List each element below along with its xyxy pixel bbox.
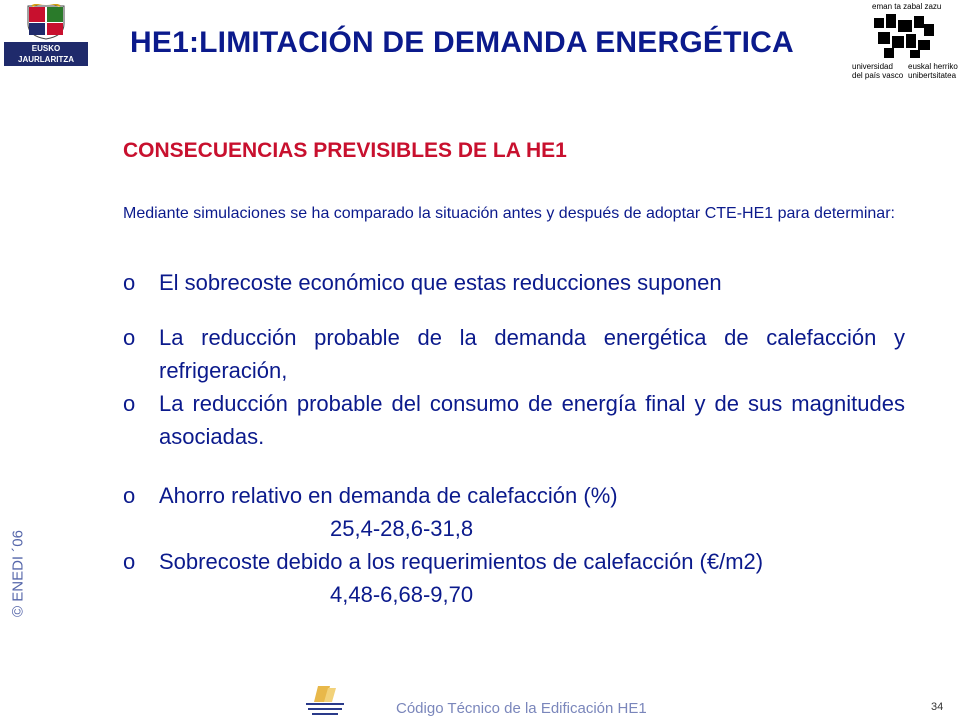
page-number: 34	[931, 701, 944, 713]
heating-savings-value: 25,4-28,6-31,8	[330, 516, 474, 541]
upv-ehu-logo	[852, 2, 958, 98]
bullet-item	[123, 321, 905, 387]
logo-right-left-line1: universidad	[852, 62, 893, 71]
bullet-marker: o	[123, 325, 136, 350]
upv-ehu-emblem-icon	[874, 14, 936, 60]
logo-left-line2: GOBIERNO VASCO	[9, 66, 83, 75]
bullet-list	[123, 266, 905, 611]
bullet-text: El sobrecoste económico que estas reducciones suponen	[159, 270, 722, 295]
section-subtitle: CONSECUENCIAS PREVISIBLES DE LA HE1	[123, 139, 567, 162]
cte-footer-logo-icon	[300, 684, 350, 718]
basque-government-logo	[4, 4, 88, 75]
bullet-text: La reducción probable del consumo de energía final y de sus magnitudes asociadas.	[159, 391, 905, 449]
bullet-item	[123, 545, 905, 578]
bullet-item	[123, 387, 905, 453]
logo-left-line1: EUSKO JAURLARITZA	[18, 44, 74, 64]
copyright-side-label: © ENEDI ´06	[9, 530, 27, 617]
logo-right-left-text	[852, 62, 903, 80]
intro-paragraph: Mediante simulaciones se ha comparado la situación antes y después de adoptar CTE-HE1 para determinar:	[123, 205, 895, 222]
bullet-marker: o	[123, 270, 136, 295]
basque-government-band	[4, 42, 88, 75]
bullet-item	[123, 479, 905, 512]
bullet-text: Sobrecoste debido a los requerimientos de calefacción (€/m2)	[159, 549, 764, 574]
footer-text: Código Técnico de la Edificación HE1	[396, 700, 647, 717]
logo-right-right-text	[908, 62, 958, 80]
bullet-marker: o	[123, 549, 136, 574]
bullet-marker: o	[123, 391, 136, 416]
extra-cost-value: 4,48-6,68-9,70	[330, 582, 474, 607]
logo-right-tagline: eman ta zabal zazu	[872, 2, 942, 11]
page-title: HE1:LIMITACIÓN DE DEMANDA ENERGÉTICA	[130, 26, 794, 59]
bullet-marker: o	[123, 483, 136, 508]
logo-right-right-line1: euskal herriko	[908, 62, 958, 71]
bullet-item	[123, 266, 905, 299]
logo-right-left-line2: del país vasco	[852, 71, 904, 80]
bullet-text: La reducción probable de la demanda energética de calefacción y refrigeración,	[159, 325, 905, 383]
coat-of-arms-icon	[24, 4, 68, 40]
bullet-text: Ahorro relativo en demanda de calefacción (%)	[159, 483, 618, 508]
logo-right-right-line2: unibertsitatea	[908, 71, 957, 80]
